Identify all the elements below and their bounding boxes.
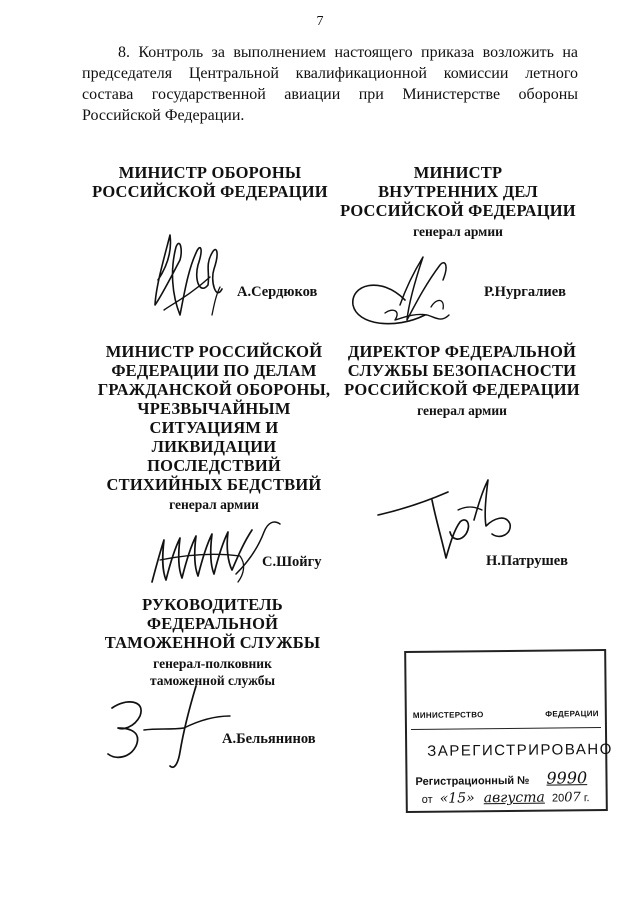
serdyukov-name: А.Сердюков bbox=[237, 284, 318, 300]
stamp-registered: ЗАРЕГИСТРИРОВАНО bbox=[427, 740, 613, 760]
emergency-rank: генерал армии bbox=[169, 497, 259, 512]
title-line: ЛИКВИДАЦИИ bbox=[151, 437, 277, 456]
stamp-ministry-line bbox=[413, 709, 599, 720]
fsb-rank: генерал армии bbox=[417, 403, 507, 418]
title-line: РОССИЙСКОЙ ФЕДЕРАЦИИ bbox=[340, 201, 576, 220]
fsb-director-title bbox=[342, 342, 582, 399]
rank-line: таможенной службы bbox=[149, 673, 276, 688]
interior-minister-title bbox=[338, 163, 578, 220]
stamp-date-row bbox=[422, 789, 590, 807]
stamp-reg-number-row bbox=[415, 768, 587, 789]
order-paragraph-8: 8. Контроль за выполнением настоящего приказа возложить на председателя Центральной квалификационной комиссии летного состава государственной авиации при Министерстве обороны Российской Федерации. bbox=[82, 44, 578, 124]
defense-minister-title bbox=[90, 163, 330, 201]
title-line: РУКОВОДИТЕЛЬ bbox=[142, 595, 283, 614]
nurgaliev-name: Р.Нургалиев bbox=[484, 284, 566, 300]
stamp-reg-label: Регистрационный № bbox=[415, 774, 530, 788]
emergency-minister-title bbox=[85, 342, 343, 494]
title-line: РОССИЙСКОЙ ФЕДЕРАЦИИ bbox=[92, 182, 328, 201]
stamp-date-month: августа bbox=[483, 789, 545, 807]
stamp-date-year-prefix: 20 bbox=[551, 792, 565, 805]
stamp-date-suffix: г. bbox=[583, 792, 590, 805]
belyaninov-name: А.Бельянинов bbox=[222, 731, 316, 747]
patrushev-name: Н.Патрушев bbox=[486, 553, 568, 569]
registration-stamp bbox=[404, 649, 613, 813]
title-line: ПОСЛЕДСТВИЙ bbox=[147, 456, 281, 475]
title-line: ВНУТРЕННИХ ДЕЛ bbox=[378, 182, 538, 201]
rank-line: генерал-полковник bbox=[153, 656, 272, 671]
title-line: МИНИСТР bbox=[413, 163, 503, 182]
stamp-date-prefix: от bbox=[421, 793, 433, 806]
customs-head-title bbox=[100, 595, 325, 652]
title-line: ГРАЖДАНСКОЙ ОБОРОНЫ, bbox=[97, 380, 331, 399]
title-line: ТАМОЖЕННОЙ СЛУЖБЫ bbox=[104, 633, 321, 652]
stamp-reg-number: 9990 bbox=[546, 768, 588, 788]
title-line: ФЕДЕРАЦИИ ПО ДЕЛАМ bbox=[111, 361, 317, 380]
stamp-ministry-left: МИНИСТЕРСТВО bbox=[412, 710, 484, 720]
serdyukov-signature-icon bbox=[150, 225, 230, 330]
page-number: 7 bbox=[316, 14, 324, 29]
stamp-date-day: «15» bbox=[439, 790, 475, 807]
title-line: СТИХИЙНЫХ БЕДСТВИЙ bbox=[106, 475, 322, 494]
stamp-divider bbox=[411, 727, 601, 730]
title-line: ДИРЕКТОР ФЕДЕРАЛЬНОЙ bbox=[347, 342, 577, 361]
interior-rank: генерал армии bbox=[413, 224, 503, 239]
title-line: МИНИСТР ОБОРОНЫ bbox=[118, 163, 302, 182]
title-line: СИТУАЦИЯМ И bbox=[149, 418, 279, 437]
belyaninov-signature-icon bbox=[100, 680, 240, 775]
title-line: СЛУЖБЫ БЕЗОПАСНОСТИ bbox=[347, 361, 577, 380]
title-line: ЧРЕЗВЫЧАЙНЫМ bbox=[137, 399, 291, 418]
stamp-date-year: 07 bbox=[564, 790, 581, 806]
patrushev-signature-icon bbox=[370, 470, 530, 565]
title-line: МИНИСТР РОССИЙСКОЙ bbox=[105, 342, 323, 361]
title-line: РОССИЙСКОЙ ФЕДЕРАЦИИ bbox=[344, 380, 580, 399]
shoigu-name: С.Шойгу bbox=[262, 554, 322, 570]
nurgaliev-signature-icon bbox=[345, 245, 475, 340]
stamp-ministry-right: ФЕДЕРАЦИИ bbox=[545, 709, 599, 719]
title-line: ФЕДЕРАЛЬНОЙ bbox=[146, 614, 279, 633]
